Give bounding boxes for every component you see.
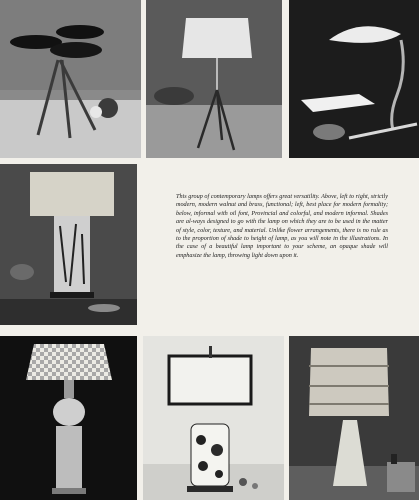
photo-rectangular-shade-lamp: [0, 164, 137, 325]
photo-drum-shade-ceramic-lamp: [143, 336, 284, 500]
photo-reed-shade-lamp: [289, 336, 419, 500]
photo-gooseneck-desk-lamp: [289, 0, 419, 158]
photo-checkered-shade-lamp: [0, 336, 137, 500]
caption-text: This group of contemporary lamps offers great versatility. Above, left to right, strictly modern, modern walnut and brass, functional; left, best place for modern formality; below, informal with oil font, Provincial and colorful, and modern informal. Shades are al-ways designed to go with the lamp on which they are to be used in the matter of style, color, texture, and material. Unlike flower arrangements, there is no rule as to the proportion of shade to height of lamp, as you will note in the illustrations. In the case of a beautiful lamp important to your scheme, an opaque shade will emphasize the lamp, throwing light down upon it.: [176, 193, 388, 259]
photo-saucer-tripod-lamp: [0, 0, 141, 158]
photo-drum-shade-tripod-lamp: [146, 0, 282, 158]
